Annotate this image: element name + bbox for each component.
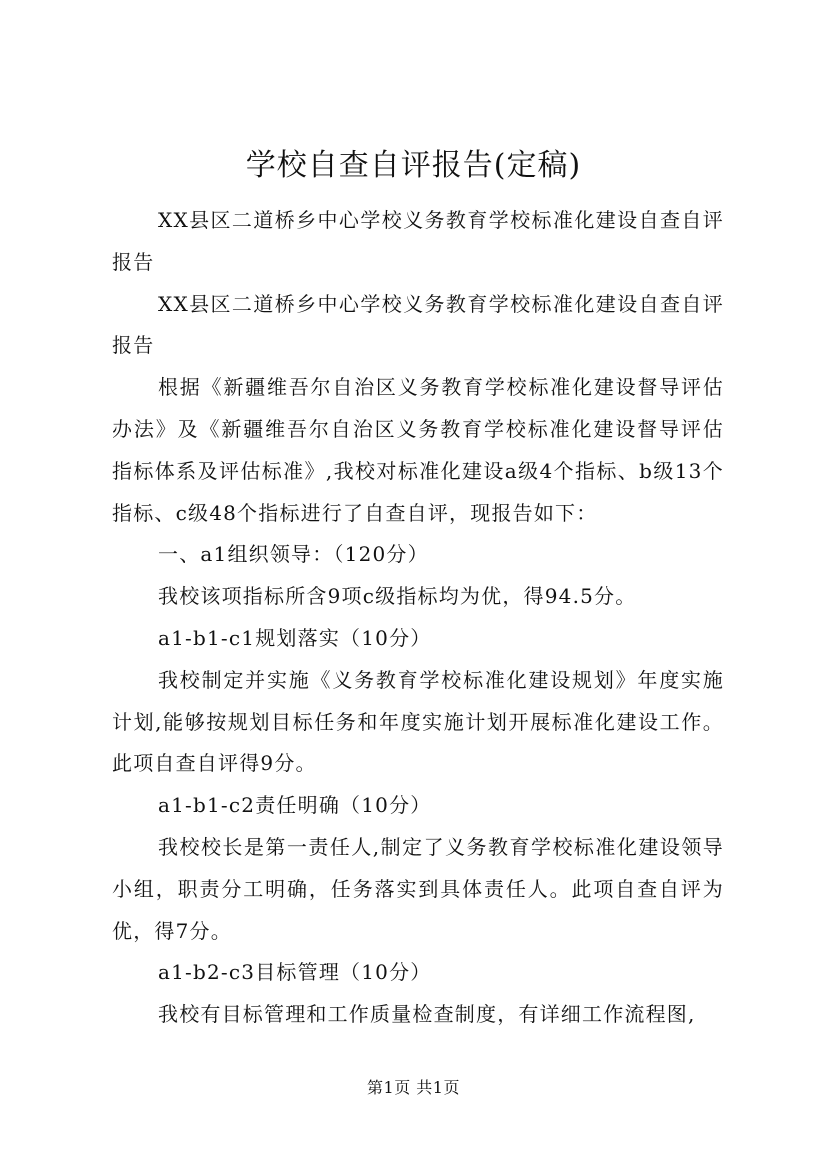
item-heading-c3: a1-b2-c3目标管理（10分） <box>158 960 432 985</box>
paragraph-a1-summary: 我校该项指标所含9项c级指标均为优，得94.5分。 <box>158 584 637 609</box>
section-heading-a1: 一、a1组织领导：（120分） <box>158 542 429 567</box>
paragraph-c2: 我校校长是第一责任人,制定了义务教育学校标准化建设领导小组，职责分工明确，任务落实到具体责任人。此项自查自评为优，得7分。 <box>112 834 724 943</box>
page-number-label: 第1页 共1页 <box>367 1078 460 1097</box>
item-heading-c1: a1-b1-c1规划落实（10分） <box>158 625 432 650</box>
paragraph-c1: 我校制定并实施《义务教育学校标准化建设规划》年度实施计划,能够按规划目标任务和年度实施计划开展标准化建设工作。此项自查自评得9分。 <box>112 667 724 776</box>
paragraph-subtitle-1: XX县区二道桥乡中心学校义务教育学校标准化建设自查自评报告 <box>112 208 724 274</box>
paragraph-intro: 根据《新疆维吾尔自治区义务教育学校标准化建设督导评估办法》及《新疆维吾尔自治区义务教育学校标准化建设督导评估指标体系及评估标准》,我校对标准化建设a级4个指标、b级13个指标、c级48个指标进行了自查自评，现报告如下： <box>112 375 724 525</box>
item-heading-c2: a1-b1-c2责任明确（10分） <box>158 793 432 818</box>
page-footer <box>0 1078 827 1098</box>
document-title: 学校自查自评报告(定稿) <box>245 148 582 183</box>
paragraph-subtitle-2: XX县区二道桥乡中心学校义务教育学校标准化建设自查自评报告 <box>112 291 724 358</box>
document-body <box>112 200 724 1036</box>
paragraph-c3: 我校有目标管理和工作质量检查制度，有详细工作流程图, <box>158 1002 696 1027</box>
